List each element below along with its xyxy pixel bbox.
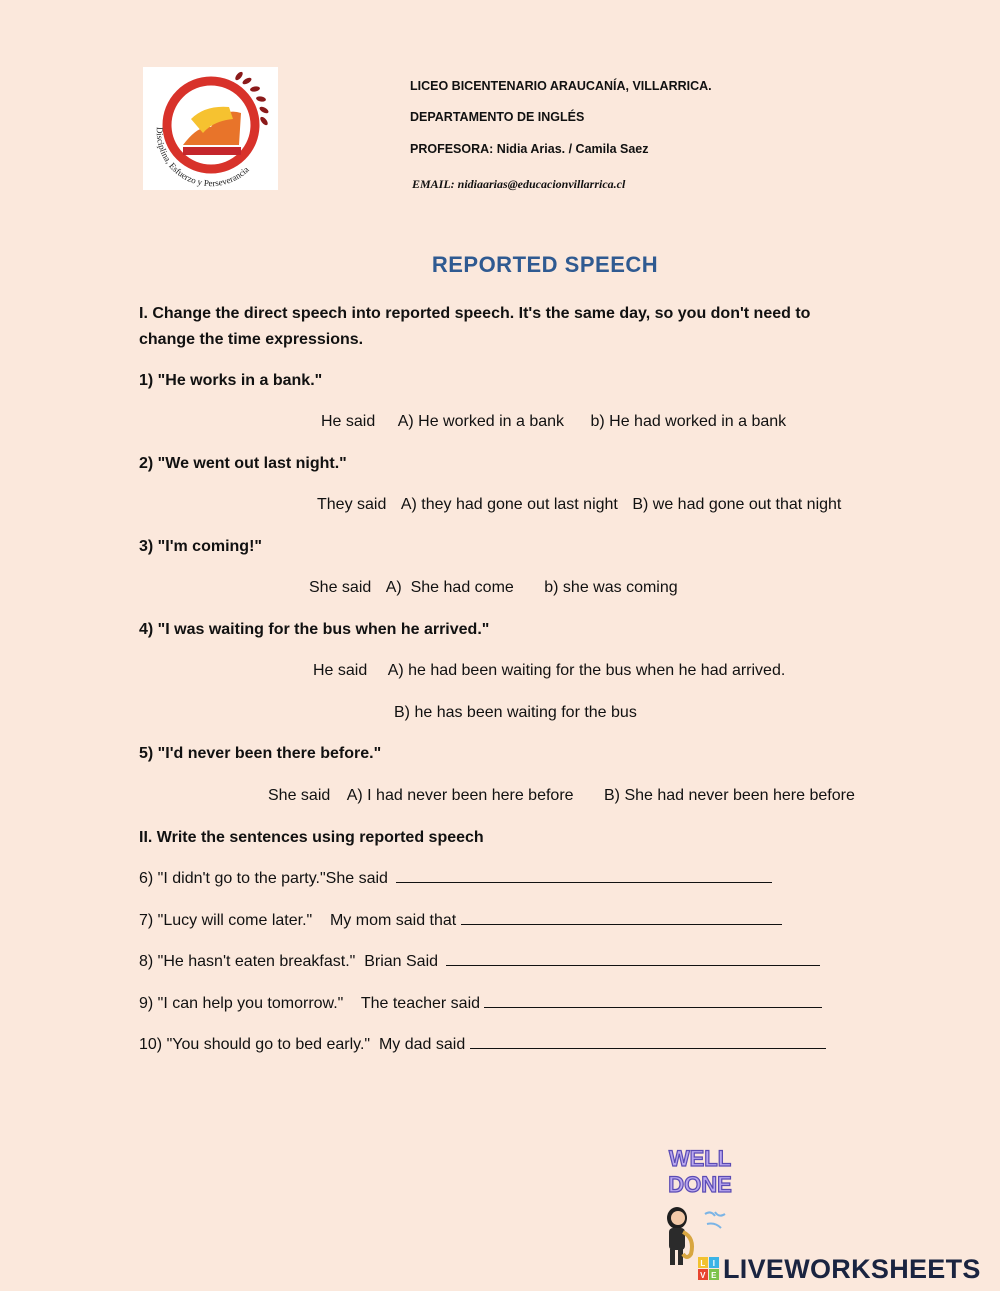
question-8 <box>139 949 820 975</box>
question-1-prompt: 1) "He works in a bank." <box>139 372 323 389</box>
question-8-prompt: 8) "He hasn't eaten breakfast." Brian Said <box>139 953 439 970</box>
question-1-option-a[interactable]: A) He worked in a bank <box>397 413 565 430</box>
question-7 <box>139 908 782 934</box>
teacher-email: EMAIL: nidiaarias@educacionvillarrica.cl <box>412 177 626 191</box>
section-1-instruction: I. Change the direct speech into reported speech. It's the same day, so you don't need to change the time expressions. <box>139 305 811 348</box>
question-6 <box>139 866 772 892</box>
question-5-lead: She said <box>268 787 331 804</box>
question-4-option-b[interactable]: B) he has been waiting for the bus <box>394 704 637 721</box>
question-4-choices <box>313 658 785 684</box>
question-8-answer-field[interactable] <box>446 949 820 966</box>
question-3-lead: She said <box>309 579 372 596</box>
question-5-choices <box>268 783 855 809</box>
live-badge-icon <box>698 1257 720 1281</box>
question-2-prompt: 2) "We went out last night." <box>139 455 347 472</box>
svg-text:V: V <box>700 1271 706 1280</box>
question-2-lead: They said <box>317 496 387 513</box>
section-2-instruction: II. Write the sentences using reported speech <box>139 829 484 846</box>
question-2-choices <box>317 492 841 518</box>
question-5-option-b[interactable]: B) She had never been here before <box>604 787 855 804</box>
question-3-prompt: 3) "I'm coming!" <box>139 538 262 555</box>
question-4-prompt: 4) "I was waiting for the bus when he arrived." <box>139 621 490 638</box>
question-9 <box>139 991 822 1017</box>
question-1-option-b[interactable]: b) He had worked in a bank <box>590 413 787 430</box>
question-1-choices <box>321 409 786 435</box>
well-done-line-1: WELL <box>668 1146 732 1171</box>
question-6-answer-field[interactable] <box>396 866 772 883</box>
school-name: LICEO BICENTENARIO ARAUCANÍA, VILLARRICA. <box>410 79 712 93</box>
question-3-option-b[interactable]: b) she was coming <box>544 579 678 596</box>
question-9-prompt: 9) "I can help you tomorrow." The teacher said <box>139 995 481 1012</box>
question-3-choices <box>309 575 678 601</box>
question-5-prompt: 5) "I'd never been there before." <box>139 745 382 762</box>
liveworksheets-brand <box>698 1254 981 1285</box>
svg-text:L: L <box>700 1259 706 1268</box>
teacher-name: PROFESORA: Nidia Arias. / Camila Saez <box>410 142 649 156</box>
question-10 <box>139 1032 826 1058</box>
well-done-line-2: DONE <box>668 1172 732 1197</box>
question-6-prompt: 6) "I didn't go to the party."She said <box>139 870 388 887</box>
question-10-prompt: 10) "You should go to bed early." My dad said <box>139 1036 466 1053</box>
question-9-answer-field[interactable] <box>484 991 822 1008</box>
question-2-option-b[interactable]: B) we had gone out that night <box>632 496 842 513</box>
question-1-lead: He said <box>321 413 376 430</box>
svg-text:E: E <box>711 1271 717 1280</box>
question-4-lead: He said <box>313 662 368 679</box>
question-7-answer-field[interactable] <box>461 908 782 925</box>
brand-text: LIVEWORKSHEETS <box>723 1254 981 1284</box>
question-5-option-a[interactable]: A) I had never been here before <box>346 787 574 804</box>
well-done-sticker <box>655 1142 745 1272</box>
logo-motto: Disciplina, Esfuerzo y Perseverancia <box>154 126 251 189</box>
question-7-prompt: 7) "Lucy will come later." My mom said that <box>139 912 457 929</box>
question-4-option-a[interactable]: A) he had been waiting for the bus when he had arrived. <box>387 662 786 679</box>
question-3-option-a[interactable]: A) She had come <box>385 579 514 596</box>
page-title: REPORTED SPEECH <box>431 252 659 277</box>
question-2-option-a[interactable]: A) they had gone out last night <box>400 496 618 513</box>
school-logo <box>143 67 278 190</box>
svg-text:I: I <box>712 1259 716 1268</box>
department-name: DEPARTAMENTO DE INGLÉS <box>410 110 585 124</box>
question-10-answer-field[interactable] <box>470 1032 826 1049</box>
